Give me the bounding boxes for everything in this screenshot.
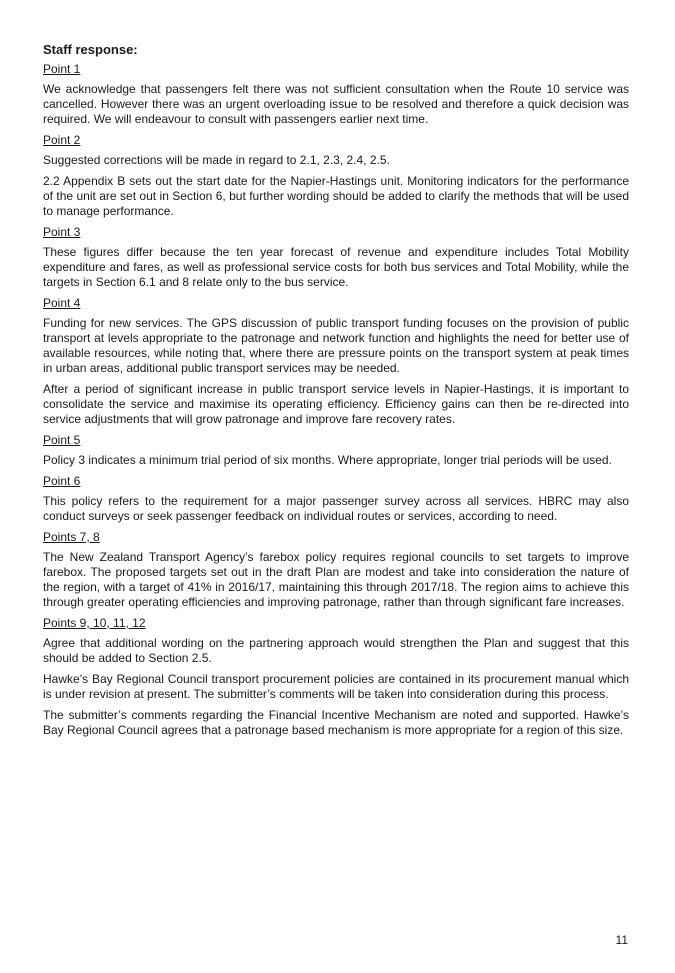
paragraph: These figures differ because the ten year forecast of revenue and expenditure includes Total Mobility expenditure and fares, as well as professional service costs for both bus services and Total Mobility, while the targets in Section 6.1 and 8 relate only to the bus service. — [43, 245, 629, 289]
paragraph: Funding for new services. The GPS discussion of public transport funding focuses on the provision of public transport at levels appropriate to the patronage and network function and highlights the need for better use of available resources, while noting that, where there are pressure points on the transport system at peak times in urban areas, additional public transport services may be needed. — [43, 316, 629, 375]
point-heading: Point 6 — [43, 474, 81, 488]
point-heading: Point 4 — [43, 296, 81, 310]
paragraph: Hawke’s Bay Regional Council transport procurement policies are contained in its procurement manual which is under revision at present. The submitter’s comments will be taken into consideration during this process. — [43, 672, 629, 701]
paragraph: The submitter’s comments regarding the Financial Incentive Mechanism are noted and supported. Hawke’s Bay Regional Council agrees that a patronage based mechanism is more appropriate for a region of this size. — [43, 708, 629, 737]
page-number: 11 — [615, 933, 628, 947]
point-heading: Point 2 — [43, 133, 81, 147]
paragraph: The New Zealand Transport Agency’s farebox policy requires regional councils to set targets to improve farebox. The proposed targets set out in the draft Plan are modest and take into consideration the nature of the region, with a target of 41% in 2016/17, maintaining this through 2017/18. The region aims to achieve this through greater operating efficiencies and improving patronage, rather than through significant fare increases. — [43, 550, 629, 609]
point-heading: Points 9, 10, 11, 12 — [43, 616, 146, 630]
paragraph: Policy 3 indicates a minimum trial period of six months. Where appropriate, longer trial periods will be used. — [43, 453, 612, 467]
paragraph: 2.2 Appendix B sets out the start date for the Napier-Hastings unit. Monitoring indicators for the performance of the unit are set out in Section 6, but further wording should be added to clarify the methods that will be used to manage performance. — [43, 174, 629, 218]
paragraph: Agree that additional wording on the partnering approach would strengthen the Plan and suggest that this should be added to Section 2.5. — [43, 636, 629, 665]
point-heading: Points 7, 8 — [43, 530, 100, 544]
paragraph: After a period of significant increase in public transport service levels in Napier-Hastings, it is important to consolidate the service and maximise its operating efficiency. Efficiency gains can then be re-directed into service adjustments that will grow patronage and improve fare recovery rates. — [43, 382, 629, 426]
paragraph: We acknowledge that passengers felt there was not sufficient consultation when the Route 10 service was cancelled. However there was an urgent overloading issue to be resolved and therefore a quick decision was required. We will endeavour to consult with passengers earlier next time. — [43, 82, 629, 126]
staff-response-heading: Staff response: — [43, 42, 138, 57]
point-heading: Point 1 — [43, 62, 81, 76]
paragraph: This policy refers to the requirement for a major passenger survey across all services. HBRC may also conduct surveys or seek passenger feedback on individual routes or services, according to need. — [43, 494, 629, 523]
point-heading: Point 5 — [43, 433, 81, 447]
paragraph: Suggested corrections will be made in regard to 2.1, 2.3, 2.4, 2.5. — [43, 153, 390, 167]
point-heading: Point 3 — [43, 225, 81, 239]
